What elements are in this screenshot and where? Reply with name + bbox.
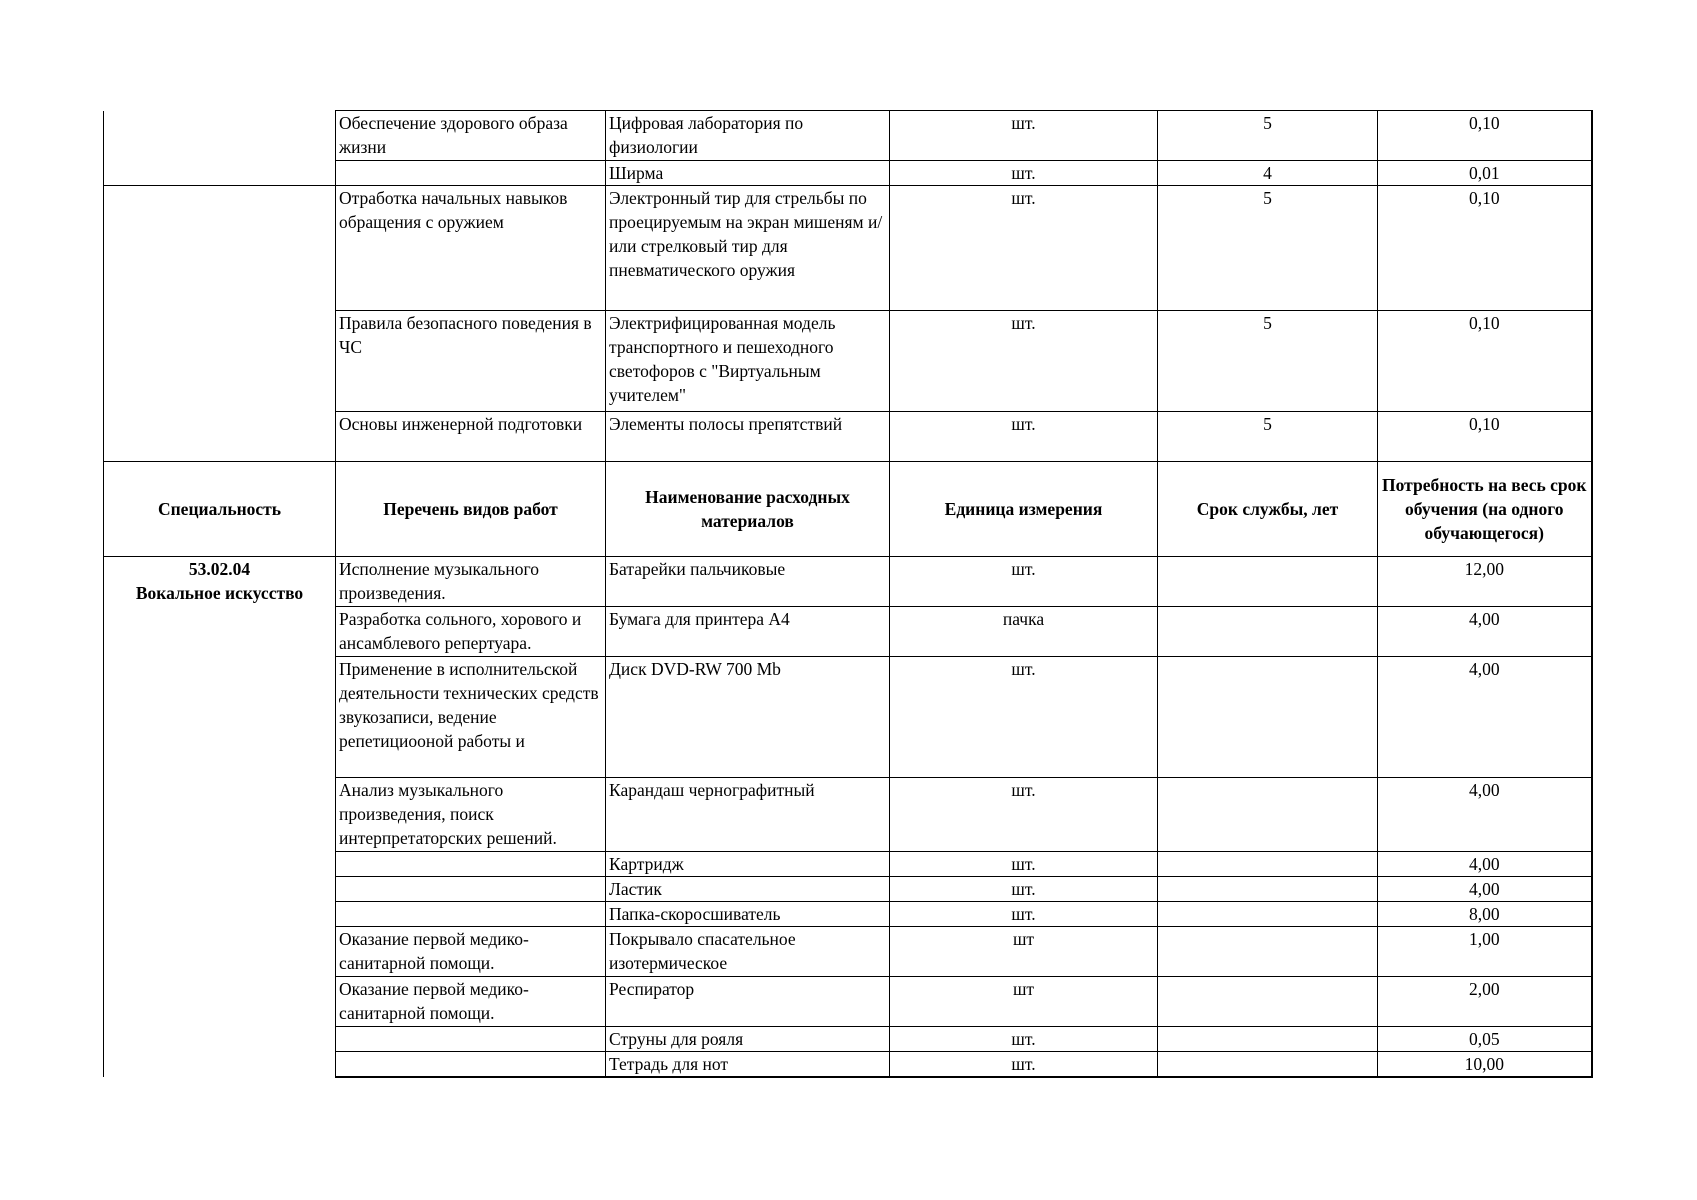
unit-cell: шт. <box>890 161 1158 186</box>
work-cell: Правила безопасного поведения в ЧС <box>336 311 606 412</box>
header-specialty: Специальность <box>104 462 336 557</box>
material-cell: Тетрадь для нот <box>606 1052 890 1078</box>
material-cell: Цифровая лаборатория по физиологии <box>606 111 890 161</box>
unit-cell: шт. <box>890 1052 1158 1078</box>
unit-cell: шт. <box>890 557 1158 607</box>
unit-cell: шт. <box>890 902 1158 927</box>
material-cell: Респиратор <box>606 977 890 1027</box>
material-cell: Ластик <box>606 877 890 902</box>
life-cell <box>1158 977 1378 1027</box>
life-cell: 5 <box>1158 111 1378 161</box>
header-life: Срок службы, лет <box>1158 462 1378 557</box>
material-cell: Струны для рояля <box>606 1027 890 1052</box>
need-cell: 0,10 <box>1378 186 1592 311</box>
work-cell: Оказание первой медико-санитарной помощи. <box>336 977 606 1027</box>
need-cell: 0,10 <box>1378 311 1592 412</box>
material-cell: Картридж <box>606 852 890 877</box>
life-cell <box>1158 852 1378 877</box>
life-cell <box>1158 607 1378 657</box>
material-cell: Карандаш черногрaфитный <box>606 778 890 852</box>
work-cell <box>336 161 606 186</box>
work-cell <box>336 1052 606 1078</box>
need-cell: 0,05 <box>1378 1027 1592 1052</box>
unit-cell: шт. <box>890 1027 1158 1052</box>
unit-cell: шт. <box>890 311 1158 412</box>
work-cell <box>336 877 606 902</box>
table-row <box>104 557 1592 607</box>
unit-cell: шт. <box>890 186 1158 311</box>
work-cell <box>336 902 606 927</box>
unit-cell: шт <box>890 977 1158 1027</box>
work-cell: Оказание первой медико-санитарной помощи. <box>336 927 606 977</box>
life-cell <box>1158 902 1378 927</box>
header-unit: Единица измерения <box>890 462 1158 557</box>
table-row <box>104 111 1592 161</box>
need-cell: 1,00 <box>1378 927 1592 977</box>
need-cell: 8,00 <box>1378 902 1592 927</box>
need-cell: 4,00 <box>1378 852 1592 877</box>
material-cell: Бумага для принтера А4 <box>606 607 890 657</box>
material-cell: Элементы полосы препятствий <box>606 412 890 462</box>
material-cell: Электронный тир для стрельбы по проецируемым на экран мишеням и/или стрелковый тир для пневматического оружия <box>606 186 890 311</box>
work-cell: Отработка начальных навыков обращения с оружием <box>336 186 606 311</box>
life-cell <box>1158 877 1378 902</box>
work-cell-text: Применение в исполнительской деятельности технических средств звукозаписи, ведение репетициооной работы и <box>339 659 599 751</box>
material-cell: Покрывало спасательное изотермическое <box>606 927 890 977</box>
work-cell: Анализ музыкального произведения, поиск интерпретаторских решений. <box>336 778 606 852</box>
unit-cell: шт. <box>890 412 1158 462</box>
life-cell: 4 <box>1158 161 1378 186</box>
header-need: Потребность на весь срок обучения (на одного обучающегося) <box>1378 462 1592 557</box>
specialty-cell <box>104 111 336 186</box>
life-cell <box>1158 557 1378 607</box>
need-cell: 10,00 <box>1378 1052 1592 1078</box>
table-header-row <box>104 462 1592 557</box>
need-cell: 4,00 <box>1378 778 1592 852</box>
work-cell: Основы инженерной подготовки <box>336 412 606 462</box>
need-cell: 4,00 <box>1378 657 1592 778</box>
unit-cell: шт. <box>890 877 1158 902</box>
life-cell: 5 <box>1158 186 1378 311</box>
unit-cell: шт. <box>890 852 1158 877</box>
need-cell: 2,00 <box>1378 977 1592 1027</box>
material-cell: Ширма <box>606 161 890 186</box>
unit-cell: шт. <box>890 778 1158 852</box>
need-cell: 4,00 <box>1378 877 1592 902</box>
unit-cell: пачка <box>890 607 1158 657</box>
life-cell <box>1158 778 1378 852</box>
work-cell <box>336 852 606 877</box>
life-cell: 5 <box>1158 412 1378 462</box>
work-cell <box>336 1027 606 1052</box>
specialty-name: Вокальное искусство <box>135 583 304 603</box>
specialty-cell <box>104 186 336 462</box>
need-cell: 0,10 <box>1378 111 1592 161</box>
material-cell: Папка-скоросшиватель <box>606 902 890 927</box>
work-cell: Разработка сольного, хорового и ансамблевого репертуара. <box>336 607 606 657</box>
need-cell: 0,10 <box>1378 412 1592 462</box>
header-material: Наименование расходных материалов <box>606 462 890 557</box>
life-cell <box>1158 927 1378 977</box>
header-works: Перечень видов работ <box>336 462 606 557</box>
need-cell: 0,01 <box>1378 161 1592 186</box>
specialty-cell <box>104 557 336 1078</box>
need-cell: 12,00 <box>1378 557 1592 607</box>
table-row <box>104 186 1592 311</box>
need-cell: 4,00 <box>1378 607 1592 657</box>
material-cell: Электрифицированная модель транспортного и пешеходного светофоров с "Виртуальным учителем" <box>606 311 890 412</box>
life-cell: 5 <box>1158 311 1378 412</box>
work-cell: Обеспечение здорового образа жизни <box>336 111 606 161</box>
unit-cell: шт <box>890 927 1158 977</box>
life-cell <box>1158 657 1378 778</box>
unit-cell: шт. <box>890 111 1158 161</box>
material-cell: Диск DVD-RW 700 Mb <box>606 657 890 778</box>
unit-cell: шт. <box>890 657 1158 778</box>
life-cell <box>1158 1027 1378 1052</box>
specialty-code: 53.02.04 <box>188 559 251 579</box>
material-cell: Батарейки пальчиковые <box>606 557 890 607</box>
life-cell <box>1158 1052 1378 1078</box>
work-cell: Исполнение музыкального произведения. <box>336 557 606 607</box>
materials-table <box>103 110 1593 1078</box>
work-cell <box>336 657 606 778</box>
